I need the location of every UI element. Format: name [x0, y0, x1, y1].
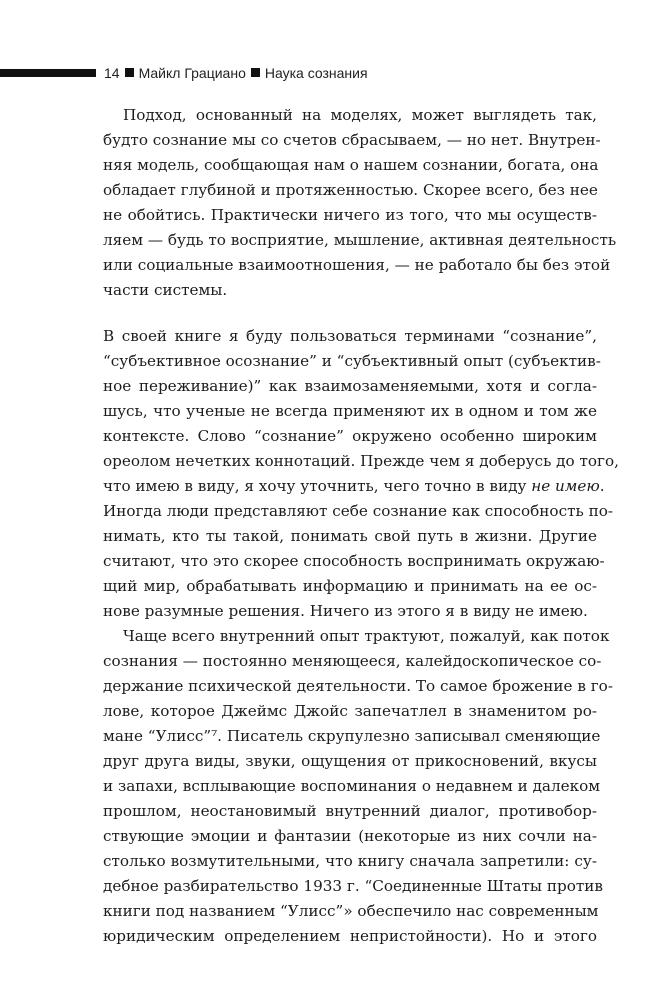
paragraph-2: [103, 324, 619, 949]
author-name: Майкл Грациано: [138, 65, 246, 81]
square-separator-icon: [251, 68, 260, 77]
running-header: [0, 62, 664, 84]
text-line: друг друга виды, звуки, ощущения от прикосновений, вкусы: [103, 752, 597, 770]
text-line: обладает глубиной и протяженностью. Скорее всего, без нее: [103, 181, 598, 199]
book-title: Наука сознания: [264, 65, 368, 81]
text-line: держание психической деятельности. То самое брожение в го-: [103, 677, 613, 695]
text-line: сознания — постоянно меняющееся, калейдоскопическое со-: [103, 652, 602, 670]
text-line: ствующие эмоции и фантазии (некоторые из них сочли на-: [103, 827, 597, 845]
text-segment: .: [599, 477, 605, 495]
text-line: [103, 474, 605, 499]
header-bar: [0, 69, 96, 77]
square-separator-icon: [125, 68, 134, 77]
text-line: считают, что это скорее способность воспринимать окружаю-: [103, 552, 605, 570]
text-line: “субъективное осознание” и “субъективный опыт (субъектив-: [103, 352, 601, 370]
text-line: Иногда люди представляют себе сознание как способность по-: [103, 502, 613, 520]
text-line: и запахи, всплывающие воспоминания о недавнем и далеком: [103, 777, 601, 795]
text-line: Чаще всего внутренний опыт трактуют, пожалуй, как поток: [123, 627, 610, 645]
text-line: юридическим определением непристойности). Но и этого: [103, 927, 597, 945]
text-line: мане “Улисс”⁷. Писатель скрупулезно записывал сменяющие: [103, 727, 601, 745]
text-segment: что имею в виду, я хочу уточнить, чего точно в виду: [103, 477, 532, 495]
text-line: няя модель, сообщающая нам о нашем сознании, богата, она: [103, 156, 599, 174]
text-line: нове разумные решения. Ничего из этого я в виду не имею.: [103, 602, 588, 620]
text-line: нимать, кто ты такой, понимать свой путь в жизни. Другие: [103, 527, 597, 545]
text-line: ляем — будь то восприятие, мышление, активная деятельность: [103, 231, 617, 249]
text-line: ное переживание)” как взаимозаменяемыми, хотя и согла-: [103, 377, 597, 395]
text-line: щий мир, обрабатывать информацию и принимать на ее ос-: [103, 577, 597, 595]
italic-text: не имею: [531, 477, 600, 495]
text-line: В своей книге я буду пользоваться терминами “сознание”,: [103, 327, 597, 345]
text-line: прошлом, неостановимый внутренний диалог, противобор-: [103, 802, 597, 820]
text-line: лове, которое Джеймс Джойс запечатлел в знаменитом ро-: [103, 702, 597, 720]
text-line: Подход, основанный на моделях, может выглядеть так,: [123, 106, 597, 124]
text-line: будто сознание мы со счетов сбрасываем, — но нет. Внутрен-: [103, 131, 601, 149]
text-line: шусь, что ученые не всегда применяют их в одном и том же: [103, 402, 597, 420]
text-line: дебное разбирательство 1933 г. “Соединенные Штаты против: [103, 877, 603, 895]
text-line: ореолом нечетких коннотаций. Прежде чем я доберусь до того,: [103, 452, 619, 470]
text-line: или социальные взаимоотношения, — не работало бы без этой: [103, 256, 611, 274]
text-line: не обойтись. Практически ничего из того, что мы осуществ-: [103, 206, 597, 224]
text-line: книги под названием “Улисс”» обеспечило нас современным: [103, 902, 599, 920]
paragraph-1: [103, 103, 617, 303]
text-line: контексте. Слово “сознание” окружено особенно широким: [103, 427, 597, 445]
header-text: [104, 63, 368, 83]
text-line: части системы.: [103, 281, 228, 299]
text-line: столько возмутительными, что книгу сначала запретили: су-: [103, 852, 597, 870]
page-number: 14: [104, 65, 120, 81]
